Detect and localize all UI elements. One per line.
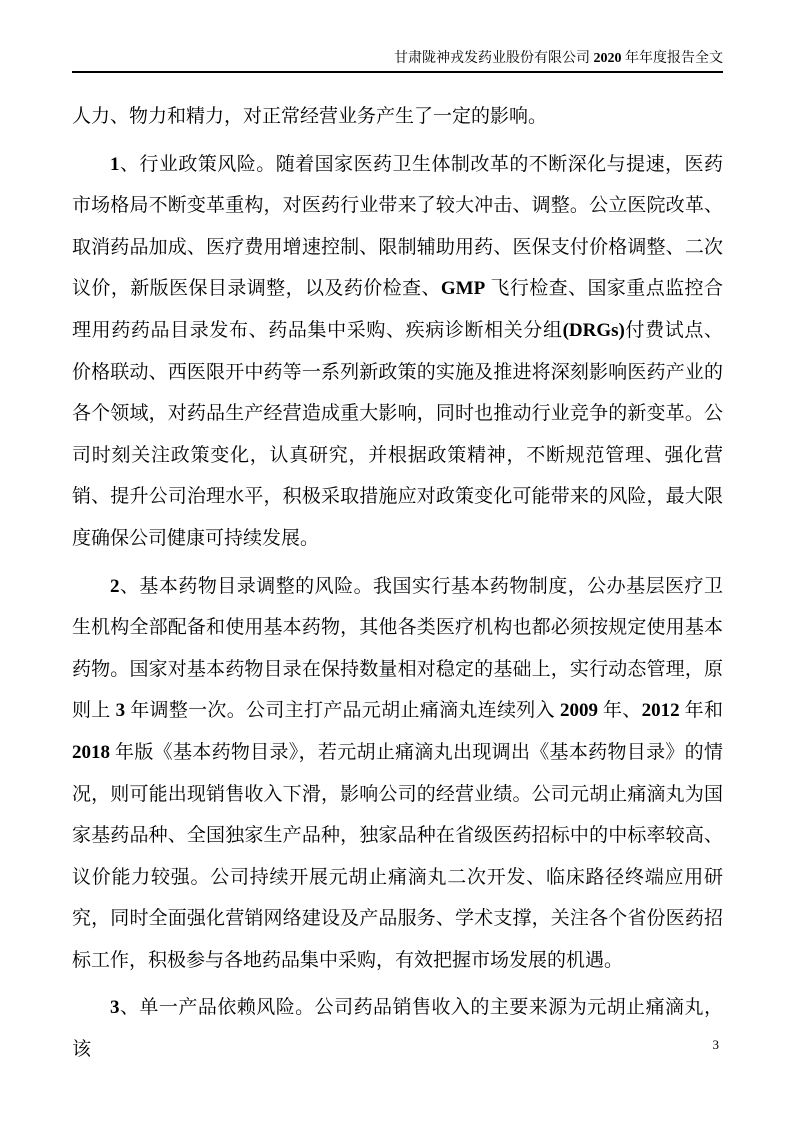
- page-header-title: 甘肃陇神戎发药业股份有限公司 2020 年年度报告全文: [394, 51, 723, 66]
- document-body: [72, 96, 723, 1071]
- paragraph-risk-2-essential-drug-list: 2、基本药物目录调整的风险。我国实行基本药物制度，公办基层医疗卫生机构全部配备和使用基本药物，其他各类医疗机构也都必须按规定使用基本药物。国家对基本药物目录在保持数量相对稳定的基础上，实行动态管理，原则上 3 年调整一次。公司主打产品元胡止痛滴丸连续列入 2009 年、2012 年和 2018 年版《基本药物目录》，若元胡止痛滴丸出现调出《基本药物目录》的情况，则可能出现销售收入下滑，影响公司的经营业绩。公司元胡止痛滴丸为国家基药品种、全国独家生产品种，独家品种在省级医药招标中的中标率较高、议价能力较强。公司持续开展元胡止痛滴丸二次开发、临床路径终端应用研究，同时全面强化营销网络建设及产品服务、学术支撑，关注各个省份医药招标工作，积极参与各地药品集中采购，有效把握市场发展的机遇。: [72, 575, 723, 971]
- paragraph-risk-3-single-product: 3、单一产品依赖风险。公司药品销售收入的主要来源为元胡止痛滴丸，该: [72, 997, 723, 1061]
- page-header: [72, 50, 723, 73]
- paragraph-risk-1-industry-policy: 1、行业政策风险。随着国家医药卫生体制改革的不断深化与提速，医药市场格局不断变革重构，对医药行业带来了较大冲击、调整。公立医院改革、取消药品加成、医疗费用增速控制、限制辅助用药、医保支付价格调整、二次议价，新版医保目录调整，以及药价检查、GMP 飞行检查、国家重点监控合理用药药品目录发布、药品集中采购、疾病诊断相关分组(DRGs)付费试点、价格联动、西医限开中药等一系列新政策的实施及推进将深刻影响医药产业的各个领域，对药品生产经营造成重大影响，同时也推动行业竞争的新变革。公司时刻关注政策变化，认真研究，并根据政策精神，不断规范管理、强化营销、提升公司治理水平，积极采取措施应对政策变化可能带来的风险，最大限度确保公司健康可持续发展。: [72, 153, 723, 549]
- page-number: 3: [712, 1037, 719, 1052]
- paragraph-continuation: 人力、物力和精力，对正常经营业务产生了一定的影响。: [72, 106, 548, 127]
